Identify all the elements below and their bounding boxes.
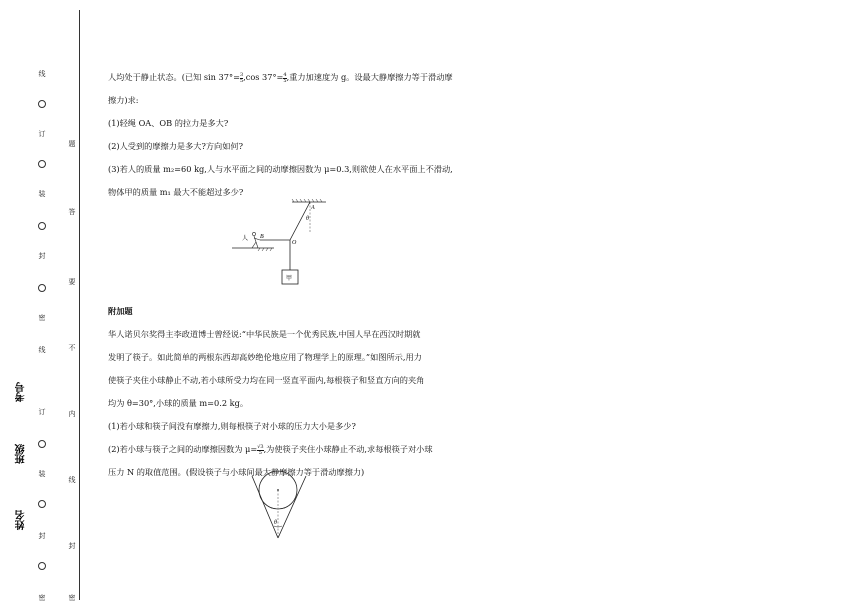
- question-3-line2: 物体甲的质量 m₁ 最大不能超过多少?: [108, 187, 244, 197]
- margin-char: 密: [38, 594, 46, 601]
- question-1: (1)轻绳 OA、OB 的拉力是多大?: [108, 118, 229, 128]
- bonus-line: 使筷子夹住小球静止不动,若小球所受力均在同一竖直平面内,每根筷子和竖直方向的夹角: [108, 375, 425, 385]
- label-O: O: [292, 240, 297, 246]
- margin-char: 答: [68, 208, 76, 215]
- binding-hole: [38, 222, 46, 230]
- binding-hole: [38, 500, 46, 508]
- margin-char: 封: [68, 542, 76, 549]
- margin-char: 密: [38, 314, 46, 321]
- binding-line: [79, 10, 80, 600]
- binding-hole: [38, 440, 46, 448]
- problem-intro-line2: 擦力)求:: [108, 95, 139, 105]
- binding-hole: [38, 562, 46, 570]
- label-box: 甲: [286, 275, 293, 282]
- margin-char: 题: [68, 140, 76, 147]
- binding-margin: [0, 0, 80, 608]
- bonus-title: 附加题: [108, 306, 133, 316]
- question-2: (2)人受到的摩擦力是多大?方向如何?: [108, 141, 244, 151]
- margin-char: 封: [38, 252, 46, 259]
- bonus-question-2: (2)若小球与筷子之间的动摩擦因数为 μ= $\frac{√3}{5}$ ,为使筷子夹住小球静止不动,求每根筷子对小球: [108, 443, 433, 456]
- name-label: 姓名: [16, 510, 27, 530]
- label-person: 人: [242, 235, 249, 242]
- margin-char: 装: [38, 470, 46, 477]
- bonus-question-2-line2: 压力 N 的取值范围。(假设筷子与小球间最大静摩擦力等于滑动摩擦力): [108, 467, 365, 477]
- bonus-line: 发明了筷子。如此简单的两根东西却高妙绝伦地应用了物理学上的原理。”如图所示,用力: [108, 352, 422, 362]
- bonus-line: 华人诺贝尔奖得主李政道博士曾经说:“中华民族是一个优秀民族,中国人早在西汉时期就: [108, 329, 421, 339]
- label-theta: θ: [274, 520, 277, 526]
- problem-intro: 人均处于静止状态。(已知 sin 37°= $\frac{3}{5}$ ,cos 37°= $\frac{4}{5}$ ,重力加速度为 g。设最大静摩擦力等于滑动摩: [108, 71, 453, 84]
- fraction-sin: $\frac{3}{5}$: [239, 71, 244, 84]
- question-3-line1: (3)若人的质量 m₂=60 kg,人与水平面之间的动摩擦因数为 μ=0.3,则欲使人在水平面上不滑动,: [108, 164, 453, 174]
- binding-hole: [38, 160, 46, 168]
- margin-char: 订: [38, 130, 46, 137]
- label-A: A: [311, 205, 315, 211]
- fraction-cos: $\frac{4}{5}$: [283, 71, 287, 84]
- margin-char: 线: [38, 346, 46, 353]
- exam-number-label: 考号: [16, 382, 27, 402]
- margin-char: 要: [68, 278, 76, 285]
- class-label: 班级: [16, 444, 27, 464]
- label-theta: θ: [306, 216, 309, 222]
- margin-char: 线: [38, 70, 46, 77]
- label-B: B: [260, 234, 264, 240]
- margin-char: 内: [68, 410, 76, 417]
- fraction-mu: $\frac{√3}{5}$: [257, 443, 264, 456]
- binding-hole: [38, 284, 46, 292]
- margin-char: 封: [38, 532, 46, 539]
- margin-char: 不: [68, 344, 76, 351]
- binding-hole: [38, 100, 46, 108]
- margin-char: 线: [68, 476, 76, 483]
- bonus-question-1: (1)若小球和筷子间没有摩擦力,则每根筷子对小球的压力大小是多少?: [108, 421, 356, 431]
- margin-char: 密: [68, 594, 76, 601]
- chopsticks-ball-figure: [248, 470, 312, 540]
- bonus-line: 均为 θ=30°,小球的质量 m=0.2 kg。: [108, 398, 249, 408]
- margin-char: 装: [38, 190, 46, 197]
- rope-person-figure: [230, 198, 330, 290]
- margin-char: 订: [38, 408, 46, 415]
